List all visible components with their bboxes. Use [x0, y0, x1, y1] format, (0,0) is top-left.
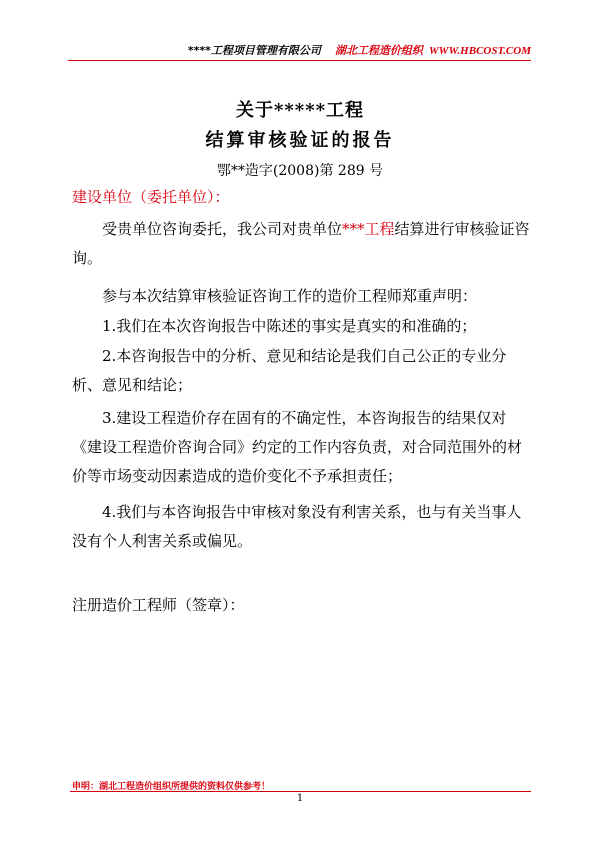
statement-3-text: 3.建设工程造价存在固有的不确定性，本咨询报告的结果仅对《建设工程造价咨询合同》约定的工作内容负责，对合同范围外的材价等市场变动因素造成的造价变化不予承担责任；	[72, 409, 523, 485]
header-rule	[68, 60, 531, 61]
addressee	[72, 183, 530, 212]
statement-4	[72, 498, 530, 556]
statement-2	[72, 342, 530, 400]
statement-4-text: 4.我们与本咨询报告中审核对象没有利害关系，也与有关当事人没有个人利害关系或偏见。	[72, 503, 522, 550]
page-number: 1	[296, 793, 304, 804]
footer-note: 申明：湖北工程造价组织所提供的资料仅供参考！	[72, 782, 271, 792]
header-website: WWW.HBCOST.COM	[428, 45, 531, 57]
paragraph-1-after: 结算进行审核验证咨询。	[72, 220, 530, 267]
statement-3	[72, 404, 530, 491]
footer-rule	[70, 791, 531, 792]
statement-2-text: 2.本咨询报告中的分析、意见和结论是我们自己公正的专业分析、意见和结论；	[72, 347, 507, 394]
paragraph-1-before: 受贵单位咨询委托，我公司对贵单位	[102, 220, 343, 238]
header-org: 湖北工程造价组织	[334, 44, 423, 57]
document-number: 鄂**造字(2008)第 289 号	[216, 163, 384, 179]
signature-label: 注册造价工程师（签章）：	[72, 596, 245, 614]
paragraph-2-text: 参与本次结算审核验证咨询工作的造价工程师郑重声明：	[102, 287, 478, 305]
title-line2: 结算审核验证的报告	[205, 130, 395, 151]
statement-1	[72, 312, 530, 341]
paragraph-1-highlight: ***工程	[342, 220, 395, 238]
title-line1: 关于*****工程	[235, 100, 365, 121]
paragraph-2	[72, 282, 530, 311]
page-header	[0, 42, 531, 58]
paragraph-1	[72, 215, 530, 273]
header-company: ****工程项目管理有限公司	[187, 44, 321, 57]
statement-1-text: 1.我们在本次咨询报告中陈述的事实是真实的和准确的；	[102, 317, 477, 335]
addressee-label: 建设单位（委托单位）	[72, 188, 215, 206]
addressee-colon: ：	[214, 188, 230, 206]
